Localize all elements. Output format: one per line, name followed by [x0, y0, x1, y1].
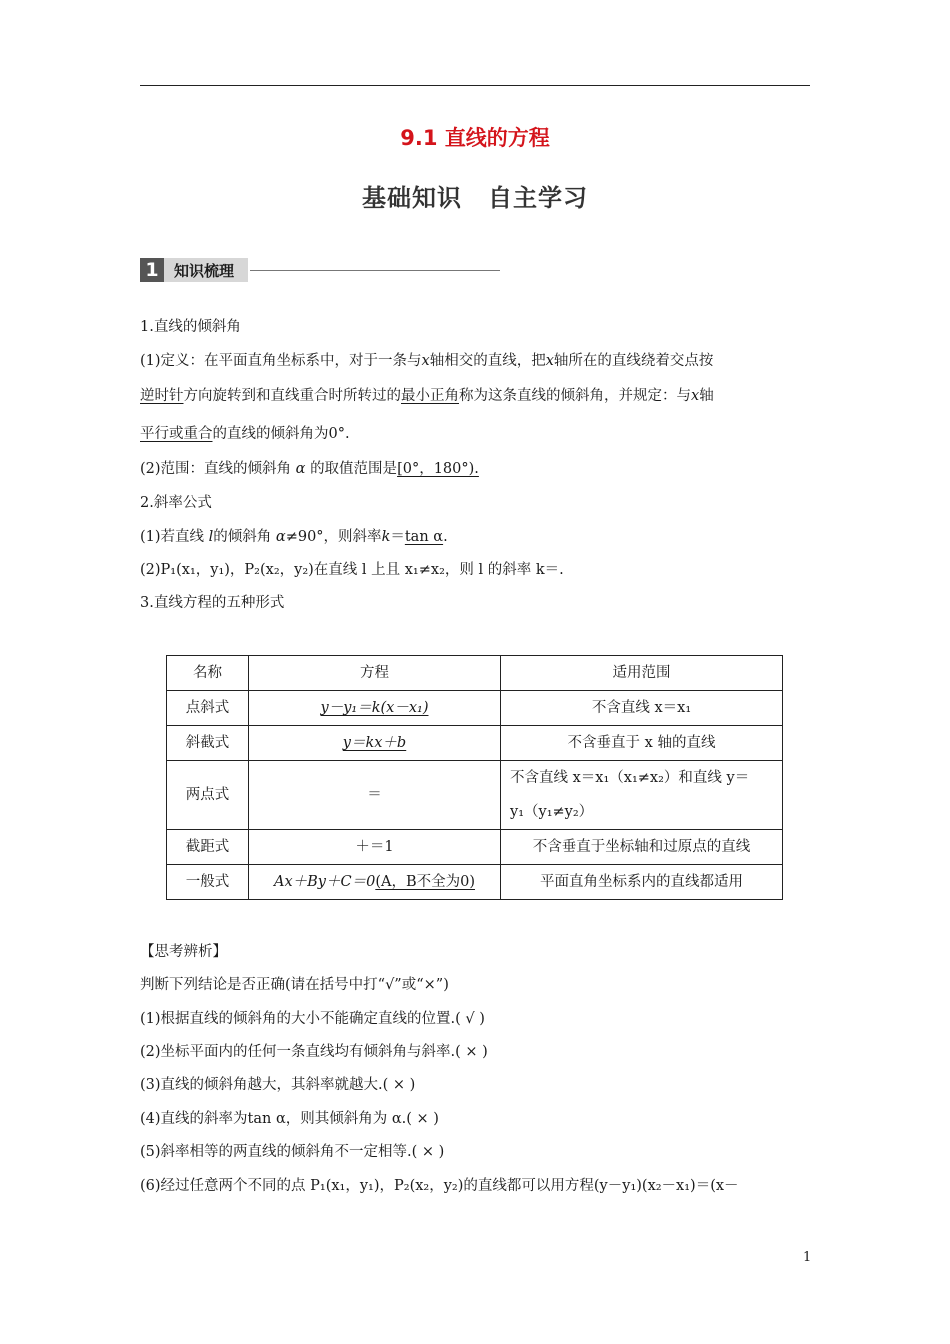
p1-def-line2: 逆时针方向旋转到和直线重合时所转过的最小正角称为这条直线的倾斜角，并规定：与x轴	[140, 388, 714, 404]
p2-line1: (1)若直线 l的倾斜角 α≠90°，则斜率k＝tan α.	[140, 529, 448, 545]
section-divider	[250, 270, 500, 271]
think-item: (4)直线的斜率为tan α，则其倾斜角为 α.( × )	[140, 1111, 439, 1127]
table-header-cell: 方程	[249, 656, 501, 691]
equation-forms-table	[166, 655, 783, 900]
p1-def-line1: (1)定义：在平面直角坐标系中，对于一条与x轴相交的直线，把x轴所在的直线绕着交点按	[140, 353, 714, 369]
table-cell-name: 两点式	[167, 761, 249, 830]
table-cell-scope: 不含直线 x＝x₁（x₁≠x₂）和直线 y＝ y₁（y₁≠y₂）	[501, 761, 783, 830]
table-row	[167, 830, 783, 865]
header-rule	[140, 85, 810, 86]
table-header-cell: 适用范围	[501, 656, 783, 691]
think-item: (6)经过任意两个不同的点 P₁(x₁，y₁)，P₂(x₂，y₂)的直线都可以用方程(y－y₁)(x₂－x₁)＝(x－	[140, 1178, 739, 1194]
table-header-row	[167, 656, 783, 691]
table-cell-scope: 不含直线 x＝x₁	[501, 691, 783, 726]
section-title-right: 自主学习	[488, 184, 588, 212]
table-row	[167, 761, 783, 830]
table-row	[167, 726, 783, 761]
p1-range-line: (2)范围：直线的倾斜角 α 的取值范围是[0°，180°).	[140, 461, 479, 477]
page-number: 1	[803, 1250, 812, 1265]
table-row	[167, 865, 783, 900]
section-number-badge: 1	[140, 258, 164, 282]
table-cell-name: 一般式	[167, 865, 249, 900]
answer-counterclockwise: 逆时针	[140, 388, 184, 404]
section-title	[0, 178, 950, 213]
table-cell-name: 斜截式	[167, 726, 249, 761]
knowledge-section-header	[140, 258, 500, 282]
table-header-cell: 名称	[167, 656, 249, 691]
think-intro: 判断下列结论是否正确(请在括号中打“√”或“×”)	[140, 977, 449, 993]
table-cell-name: 截距式	[167, 830, 249, 865]
chapter-title: 9.1 直线的方程	[400, 126, 550, 150]
think-item: (5)斜率相等的两直线的倾斜角不一定相等.( × )	[140, 1144, 445, 1160]
p2-line2: (2)P₁(x₁，y₁)，P₂(x₂，y₂)在直线 l 上且 x₁≠x₂，则 l 的斜率 k＝.	[140, 562, 564, 578]
table-cell-equation: y－y₁＝k(x－x₁)	[249, 691, 501, 726]
think-title: 【思考辨析】	[140, 944, 227, 960]
p1-title: 1.直线的倾斜角	[140, 319, 241, 335]
section-label: 知识梳理	[164, 258, 248, 282]
answer-range: [0°，180°).	[397, 461, 479, 477]
think-item: (1)根据直线的倾斜角的大小不能确定直线的位置.( √ )	[140, 1011, 485, 1027]
think-item: (3)直线的倾斜角越大，其斜率就越大.( × )	[140, 1077, 416, 1093]
answer-min-positive-angle: 最小正角	[401, 388, 459, 404]
section-title-left: 基础知识	[362, 184, 462, 212]
answer-tan-alpha: tan α	[404, 529, 444, 545]
table-cell-equation: Ax＋By＋C＝0(A，B不全为0)	[249, 865, 501, 900]
table-cell-equation: ＋＝1	[249, 830, 501, 865]
p2-title: 2.斜率公式	[140, 495, 212, 511]
p1-def-line3: 平行或重合的直线的倾斜角为0°.	[140, 426, 350, 442]
table-cell-name: 点斜式	[167, 691, 249, 726]
think-item: (2)坐标平面内的任何一条直线均有倾斜角与斜率.( × )	[140, 1044, 488, 1060]
table-cell-scope: 不含垂直于 x 轴的直线	[501, 726, 783, 761]
table-cell-scope: 平面直角坐标系内的直线都适用	[501, 865, 783, 900]
table-cell-scope: 不含垂直于坐标轴和过原点的直线	[501, 830, 783, 865]
table-row	[167, 691, 783, 726]
answer-parallel-or-coincide: 平行或重合	[140, 426, 213, 442]
table-cell-equation: y＝kx＋b	[249, 726, 501, 761]
p3-title: 3.直线方程的五种形式	[140, 595, 285, 611]
table-cell-equation: ＝	[249, 761, 501, 830]
